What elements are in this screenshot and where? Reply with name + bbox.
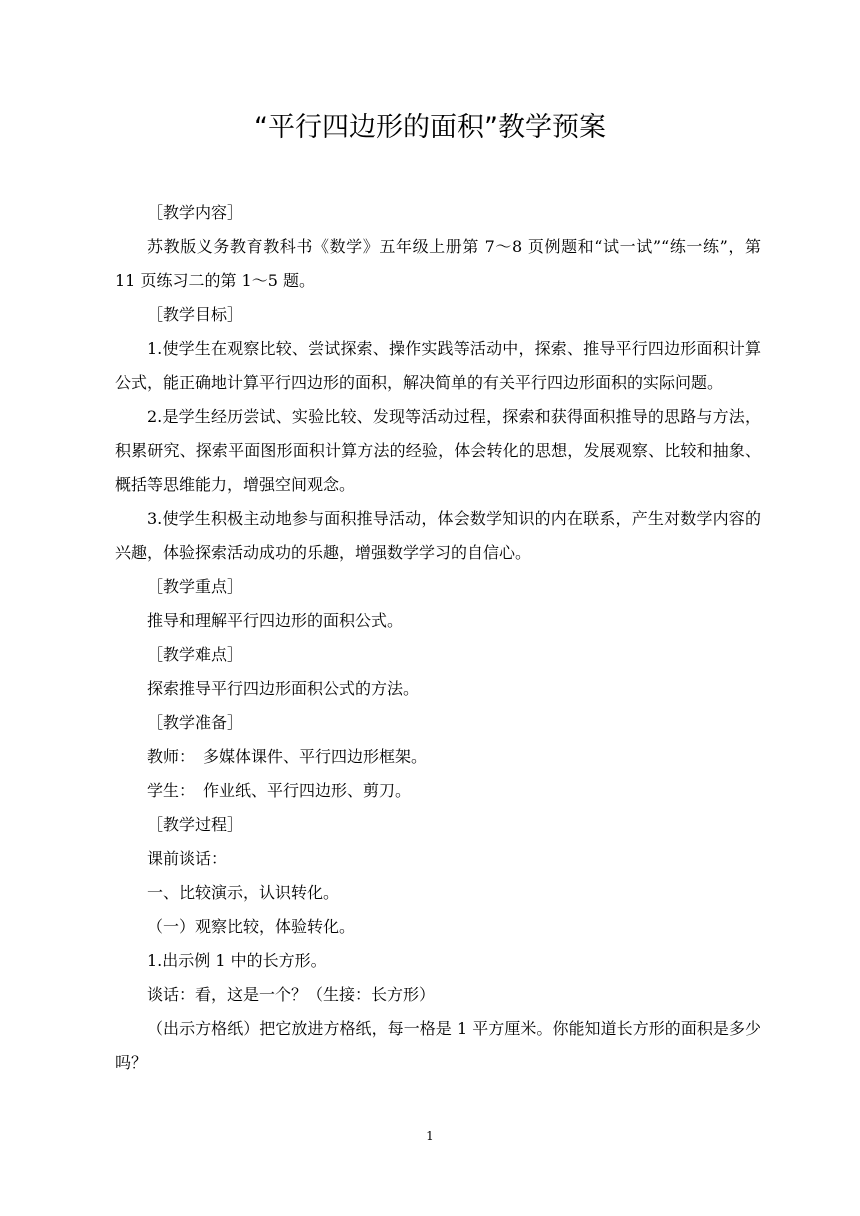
objective-item: 3.使学生积极主动地参与面积推导活动，体会数学知识的内在联系，产生对数学内容的兴趣，体验探索活动成功的乐趣，增强数学学习的自信心。 bbox=[115, 509, 761, 562]
paragraph: 推导和理解平行四边形的面积公式。 bbox=[147, 611, 404, 630]
section-heading-objectives: ［教学目标］ bbox=[147, 305, 244, 324]
paragraph: 苏教版义务教育教科书《数学》五年级上册第 7～8 页例题和“试一试”“练一练”，第 11 页练习二的第 1～5 题。 bbox=[115, 237, 761, 290]
paragraph: （一）观察比较，体验转化。 bbox=[147, 917, 356, 936]
paragraph: 一、比较演示，认识转化。 bbox=[147, 883, 340, 902]
paragraph: 学生： 作业纸、平行四边形、剪刀。 bbox=[147, 781, 412, 800]
page-number: 1 bbox=[426, 1129, 434, 1143]
objective-item: 1.使学生在观察比较、尝试探索、操作实践等活动中，探索、推导平行四边形面积计算公式，能正确地计算平行四边形的面积，解决简单的有关平行四边形面积的实际问题。 bbox=[115, 339, 761, 392]
paragraph: 谈话：看，这是一个？（生接：长方形） bbox=[147, 985, 436, 1004]
document-title: “平行四边形的面积”教学预案 bbox=[254, 112, 606, 143]
document-body bbox=[115, 196, 761, 1080]
section-heading-preparation: ［教学准备］ bbox=[147, 713, 244, 732]
section-heading-content: ［教学内容］ bbox=[147, 203, 244, 222]
section-heading-difficulties: ［教学难点］ bbox=[147, 645, 244, 664]
paragraph: 探索推导平行四边形面积公式的方法。 bbox=[147, 679, 420, 698]
objective-item: 2.是学生经历尝试、实验比较、发现等活动过程，探索和获得面积推导的思路与方法，积累研究、探索平面图形面积计算方法的经验，体会转化的思想，发展观察、比较和抽象、概括等思维能力，增强空间观念。 bbox=[115, 407, 761, 494]
paragraph: 1.出示例 1 中的长方形。 bbox=[147, 951, 327, 970]
section-heading-process: ［教学过程］ bbox=[147, 815, 244, 834]
paragraph: 课前谈话： bbox=[147, 849, 228, 868]
section-heading-key-points: ［教学重点］ bbox=[147, 577, 244, 596]
paragraph: 教师： 多媒体课件、平行四边形框架。 bbox=[147, 747, 428, 766]
paragraph: （出示方格纸）把它放进方格纸，每一格是 1 平方厘米。你能知道长方形的面积是多少吗？ bbox=[115, 1019, 761, 1072]
